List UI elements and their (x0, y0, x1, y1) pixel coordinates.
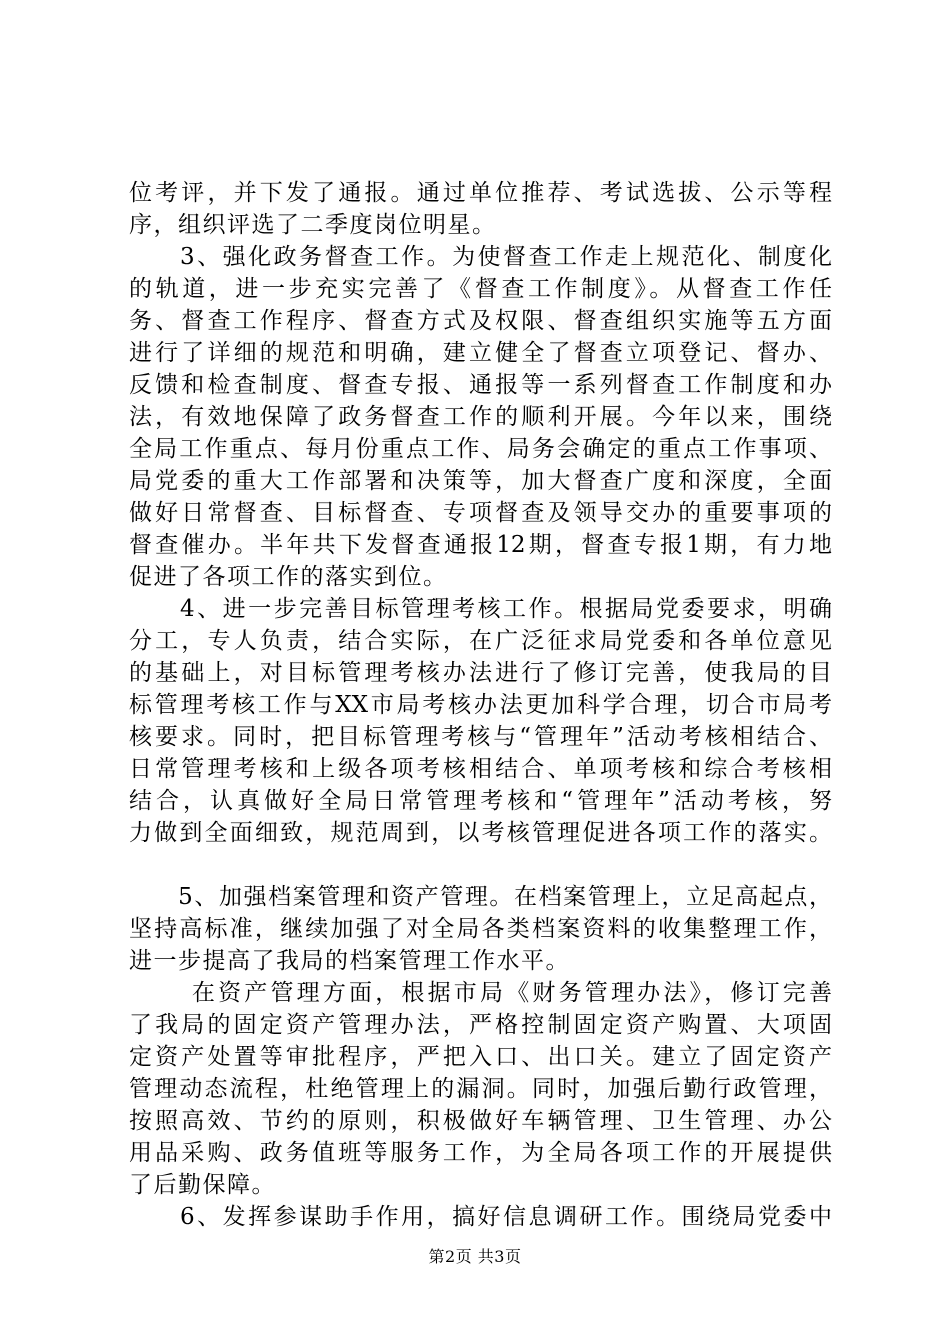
body-text-line: 核要求。同时，把目标管理考核与“管理年”活动考核相结合、 (129, 724, 832, 750)
body-text-line: 坚持高标准，继续加强了对全局各类档案资料的收集整理工作， (129, 916, 832, 942)
body-text-line: 序，组织评选了二季度岗位明星。 (129, 212, 497, 238)
body-text-line: 用品采购、政务值班等服务工作，为全局各项工作的开展提供 (129, 1140, 832, 1166)
body-text-line: 做好日常督查、目标督查、专项督查及领导交办的重要事项的 (129, 500, 832, 526)
body-text-line: 日常管理考核和上级各项考核相结合、单项考核和综合考核相 (129, 756, 832, 782)
body-text-line: 结合，认真做好全局日常管理考核和“管理年”活动考核，努 (129, 788, 832, 814)
body-text-line: 管理动态流程，杜绝管理上的漏洞。同时，加强后勤行政管理， (129, 1076, 832, 1102)
page-footer: 第2页 共3页 (428, 1247, 522, 1266)
body-text-line: 在资产管理方面，根据市局《财务管理办法》，修订完善 (129, 980, 832, 1006)
body-text-line: 力做到全面细致，规范周到，以考核管理促进各项工作的落实。 (129, 820, 832, 846)
body-text-line: 的轨道，进一步充实完善了《督查工作制度》。从督查工作任 (129, 276, 832, 302)
body-text-line: 了后勤保障。 (129, 1172, 276, 1198)
body-text-line: 法，有效地保障了政务督查工作的顺利开展。今年以来，围绕 (129, 404, 832, 430)
body-text-line: 3、强化政务督查工作。为使督查工作走上规范化、制度化 (129, 244, 832, 270)
body-text-line: 全局工作重点、每月份重点工作、局务会确定的重点工作事项、 (129, 436, 832, 462)
body-text-line: 标管理考核工作与XX市局考核办法更加科学合理，切合市局考 (129, 692, 832, 718)
body-text-line: 定资产处置等审批程序，严把入口、出口关。建立了固定资产 (129, 1044, 832, 1070)
body-text-line: 促进了各项工作的落实到位。 (129, 564, 448, 590)
body-text-line: 进行了详细的规范和明确，建立健全了督查立项登记、督办、 (129, 340, 832, 366)
body-text-line: 分工，专人负责，结合实际，在广泛征求局党委和各单位意见 (129, 628, 832, 654)
body-text-line: 务、督查工作程序、督查方式及权限、督查组织实施等五方面 (129, 308, 832, 334)
body-text-line: 督查催办。半年共下发督查通报12期，督查专报1期，有力地 (129, 532, 832, 558)
body-text-line: 按照高效、节约的原则，积极做好车辆管理、卫生管理、办公 (129, 1108, 832, 1134)
body-text-line: 的基础上，对目标管理考核办法进行了修订完善，使我局的目 (129, 660, 832, 686)
body-text-line: 6、发挥参谋助手作用，搞好信息调研工作。围绕局党委中 (129, 1204, 832, 1230)
body-text-line: 进一步提高了我局的档案管理工作水平。 (129, 948, 570, 974)
body-text-line: 局党委的重大工作部署和决策等，加大督查广度和深度，全面 (129, 468, 832, 494)
body-text-line: 4、进一步完善目标管理考核工作。根据局党委要求，明确 (129, 596, 832, 622)
body-text-line: 位考评，并下发了通报。通过单位推荐、考试选拔、公示等程 (129, 180, 832, 206)
body-text-line: 反馈和检查制度、督查专报、通报等一系列督查工作制度和办 (129, 372, 832, 398)
body-text-line: 了我局的固定资产管理办法，严格控制固定资产购置、大项固 (129, 1012, 832, 1038)
body-text-line: 5、加强档案管理和资产管理。在档案管理上，立足高起点， (129, 884, 832, 910)
